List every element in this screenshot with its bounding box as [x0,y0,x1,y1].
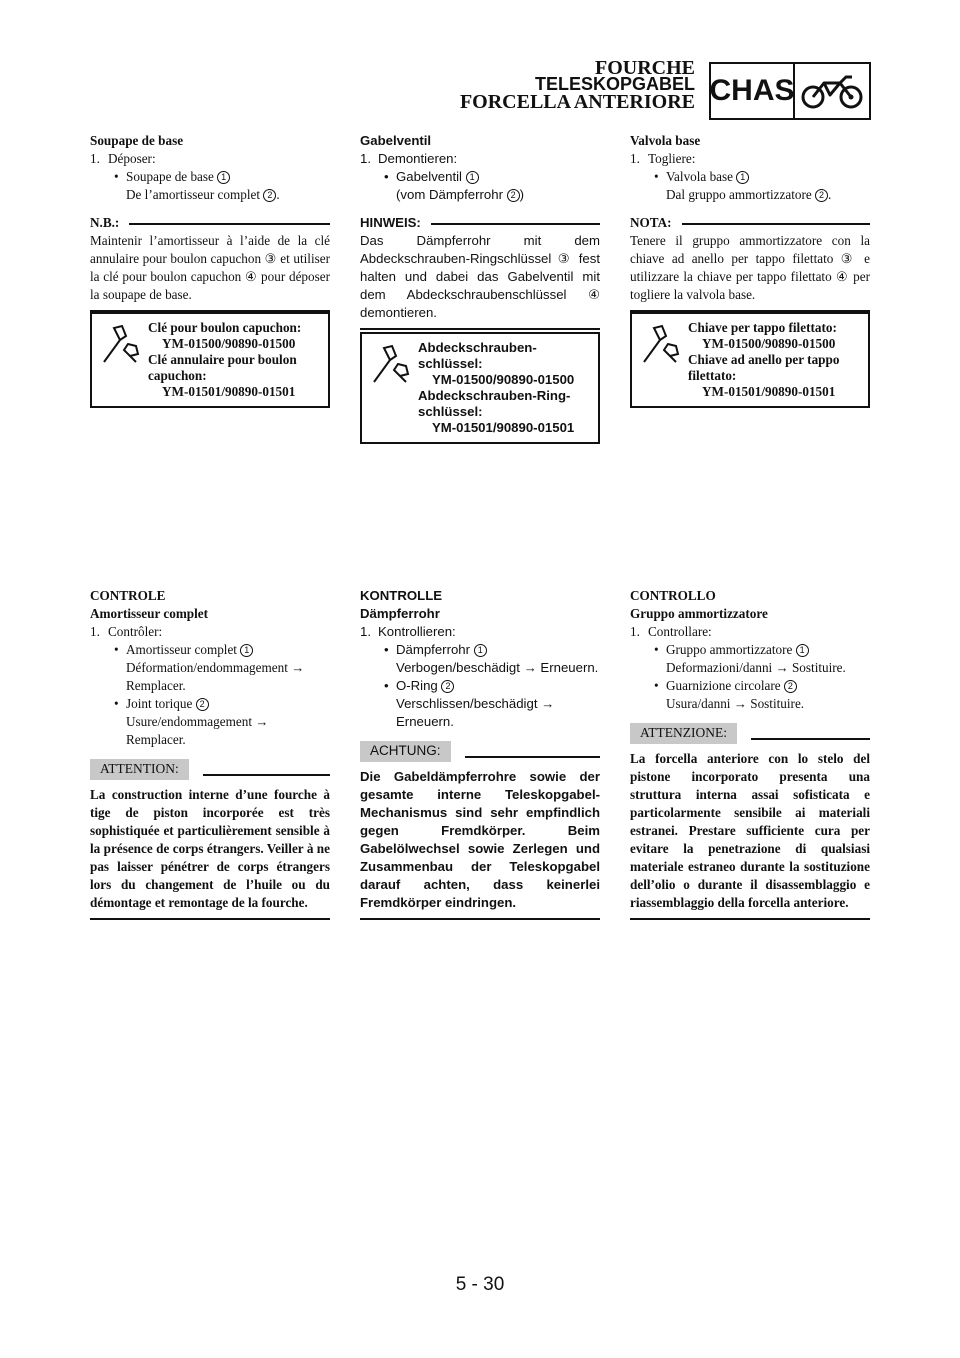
step-text: Kontrollieren: [378,624,456,639]
callout-number: 2 [263,189,276,202]
bullet-text: Guarnizione circolare [666,678,781,693]
tool-part-number: YM-01501/90890-01501 [162,384,296,399]
step-number: 1. [630,624,640,639]
wrench-icon [370,342,410,386]
bullet-sub: Usura/danni → Sostituire. [666,696,805,711]
callout-number: 1 [474,644,487,657]
tool-part-number: YM-01501/90890-01501 [702,384,836,399]
callout-number: 1 [217,171,230,184]
header-title-it: FORCELLA ANTERIORE [459,91,695,113]
section-subheading: Amortisseur complet [90,606,209,621]
tool-part-number: YM-01500/90890-01500 [702,336,836,351]
callout-number: 2 [441,680,454,693]
tool-name: Abdeckschrauben-Ring-schlüssel: [418,388,571,419]
tool-name: Chiave per tappo filettato: [688,320,837,335]
header-title-de: TELESKOPGABEL [534,74,695,94]
bullet-text: Soupape de base [126,169,214,184]
warning-text: Die Gabeldämpferrohre sowie der gesamte interne Teleskopgabel-Mechanismus sind sehr empfindlich gegen Fremdkörper. Beim Gabelölwechsel sowie Zerlegen und Zusammenbau der Teleskopgabel darauf achten, dass keinerlei Fremdkörper eindringen. [360,769,600,910]
note-label: NOTA: [630,215,672,230]
page-number: 5 - 30 [455,1274,505,1295]
callout-number: 1 [466,171,479,184]
step-number: 1. [90,624,100,639]
section-heading: CONTROLLO [630,588,716,603]
step-number: 1. [360,151,371,166]
step-number: 1. [360,624,371,639]
step-number: 1. [630,151,640,166]
de-bottom-section: KONTROLLE Dämpferrohr 1. Kontrollieren: • Dämpferrohr 1 Verbogen/beschädigt → Erneuern. • O-Ring 2 Verschlissen/beschädigt → Erneuern. ACHTUNG: Die Gabeldämpferrohre sowie der gesamte interne Teleskopgabel-Mechanismus sind sehr empfindlich gegen Fremdkörper. Beim Gabelölwechsel sowie Zerlegen und Zusammenbau der Teleskopgabel darauf achten, dass keinerlei Fremdkörper eindringen. [360,587,600,920]
tool-name: Clé annulaire pour boulon capuchon: [148,352,297,383]
callout-number: 1 [796,644,809,657]
wrench-icon [100,322,140,366]
note-text: Maintenir l’amortisseur à l’aide de la clé annulaire pour boulon capuchon ③ et utiliser la clé pour boulon capuchon ④ pour déposer la soupape de base. [90,233,330,302]
bullet-sub: Deformazioni/danni → Sostituire. [666,660,846,675]
tool-name: Clé pour boulon capuchon: [148,320,302,335]
bullet-sub: Usure/endommagement → Remplacer. [126,714,269,747]
callout-number: 2 [507,189,520,202]
section-heading: Gabelventil [360,133,432,148]
section-heading: Soupape de base [90,133,184,148]
fr-bottom-section: CONTROLE Amortisseur complet 1. Contrôler: • Amortisseur complet 1 Déformation/endommagement → Remplacer. • Joint torique 2 Usure/endommagement → Remplacer. ATTENTION: La construction interne d’une fourche à tige de piston incorporée est très sophistiquée et particulièrement sensible à la présence de corps étrangers. Veiller à ne pas laisser pénétrer de corps étrangers lors du changement de l’huile ou du démontage et remontage de la fourche. [90,587,330,920]
bullet-sub-end: ) [519,187,525,202]
step-text: Controllare: [648,624,712,639]
note-label: HINWEIS: [360,215,421,230]
tool-part-number: YM-01500/90890-01500 [432,372,575,387]
step-number: 1. [90,151,100,166]
bullet-sub: De l’amortisseur complet [126,187,261,202]
special-tool-box [90,312,330,408]
section-subheading: Dämpferrohr [360,606,440,621]
callout-number: 1 [736,171,749,184]
note-label: N.B.: [90,215,120,230]
tool-part-number: YM-01501/90890-01501 [432,420,575,435]
bullet-text: Valvola base [666,169,734,184]
header-title-fr: FOURCHE [595,57,695,79]
de-top-section: Gabelventil 1. Demontieren: • Gabelventil 1 (vom Dämpferrohr 2 ) HINWEIS: Das Dämpferrohr mit dem Abdeckschrauben-Ringschlüssel ③ fest halten und dabei das Gabelventil mit dem Abdeckschraubenschlüssel ④ demontieren. [360,132,600,330]
step-text: Togliere: [648,151,696,166]
callout-number: 2 [784,680,797,693]
warning-label: ATTENTION: [90,759,189,780]
bullet-sub: Verbogen/beschädigt → Erneuern. [396,660,599,675]
bullet-sub: Dal gruppo ammortizzatore [666,187,812,202]
callout-number: 2 [815,189,828,202]
bullet-text: Gabelventil [396,169,462,184]
note-text: Tenere il gruppo ammortizzatore con la chiave ad anello per tappo filettato ③ e utilizzare la chiave per tappo filettato ④ per togliere la valvola base. [630,233,870,302]
tool-name: Abdeckschrauben-schlüssel: [418,340,537,371]
warning-text: La forcella anteriore con lo stelo del pistone incorporato presenta una struttura interna assai sofisticata e particolarmente sensibile ai materiali estranei. Prestare sufficiente cura per evitare la penetrazione di qualsiasi materiale estraneo durante la sostituzione dell’olio o durante il disassemblaggio e riassemblaggio della forcella anteriore. [630,751,870,910]
section-heading: KONTROLLE [360,588,443,603]
bullet-text: O-Ring [396,678,438,693]
bullet-sub: Déformation/endommagement → Remplacer. [126,660,305,693]
it-bottom-section: CONTROLLO Gruppo ammortizzatore 1. Controllare: • Gruppo ammortizzatore 1 Deformazioni/danni → Sostituire. • Guarnizione circolare 2 Usura/danni → Sostituire. ATTENZIONE: La forcella anteriore con lo stelo del pistone incorporato presenta una struttura interna assai sofisticata e particolarmente sensibile ai materiali estranei. Prestare sufficiente cura per evitare la penetrazione di qualsiasi materiale estraneo durante la sostituzione dell’olio o durante il disassemblaggio e riassemblaggio della forcella anteriore. [630,587,870,920]
tool-part-number: YM-01500/90890-01500 [162,336,296,351]
step-text: Déposer: [108,151,156,166]
fr-top-section: Soupape de base 1. Déposer: • Soupape de base 1 De l’amortisseur complet 2 . N.B.: Maintenir l’amortisseur à l’aide de la clé annulaire pour boulon capuchon ③ et utiliser la clé pour boulon capuchon ④ pour déposer la soupape de base. [90,132,330,312]
step-text: Demontieren: [378,151,458,166]
motorcycle-icon [795,64,869,118]
bullet-text: Dämpferrohr [396,642,471,657]
wrench-icon [640,322,680,366]
tool-name: Chiave ad anello per tappo filettato: [688,352,840,383]
warning-text: La construction interne d’une fourche à tige de piston incorporée est très sophistiquée et particulièrement sensible à la présence de corps étrangers. Veiller à ne pas laisser pénétrer de corps étrangers lors du changement de l’huile ou du démontage et remontage de la fourche. [90,787,330,910]
section-subheading: Gruppo ammortizzatore [630,606,768,621]
section-badge [709,62,871,120]
note-text: Das Dämpferrohr mit dem Abdeckschrauben-Ringschlüssel ③ fest halten und dabei das Gabelventil mit dem Abdeckschraubenschlüssel ④ demontieren. [360,233,600,320]
warning-label: ACHTUNG: [360,741,451,762]
callout-number: 2 [196,698,209,711]
step-text: Contrôler: [108,624,163,639]
section-heading: CONTROLE [90,588,166,603]
bullet-text: Amortisseur complet [126,642,237,657]
callout-number: 1 [240,644,253,657]
bullet-text: Gruppo ammortizzatore [666,642,793,657]
special-tool-box [630,312,870,408]
warning-label: ATTENZIONE: [630,723,737,744]
it-top-section: Valvola base 1. Togliere: • Valvola base 1 Dal gruppo ammortizzatore 2 . NOTA: Tenere il gruppo ammortizzatore con la chiave ad anello per tappo filettato ③ e utilizzare la chiave per tappo filettato ④ per togliere la valvola base. [630,132,870,312]
section-label: CHAS [711,64,795,118]
bullet-text: Joint torique [126,696,193,711]
bullet-sub: Verschlissen/beschädigt → Erneuern. [396,696,555,729]
bullet-sub: (vom Dämpferrohr [396,187,503,202]
special-tool-box [360,332,600,444]
section-heading: Valvola base [630,133,701,148]
